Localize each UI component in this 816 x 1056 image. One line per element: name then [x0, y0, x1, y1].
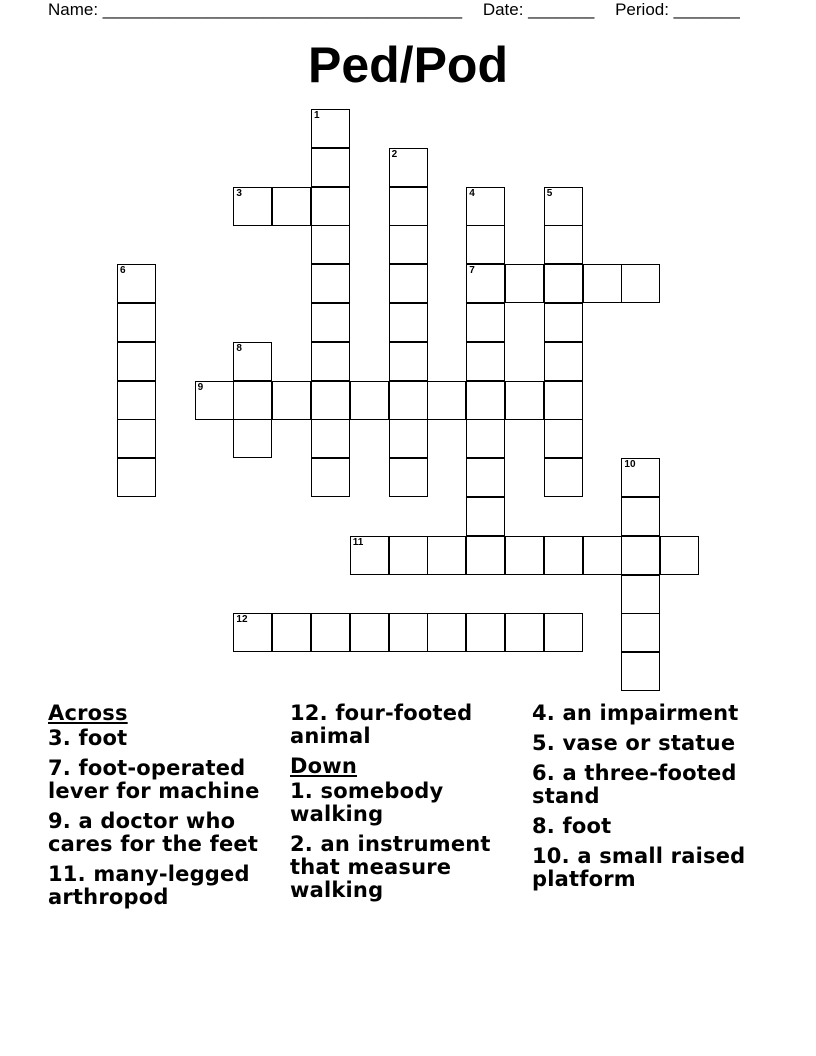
grid-cell[interactable]: [350, 536, 389, 575]
clue-number: 2: [391, 148, 398, 160]
grid-cell[interactable]: [621, 613, 660, 652]
grid-cell[interactable]: [311, 264, 350, 303]
grid-cell[interactable]: [544, 342, 583, 381]
grid-cell[interactable]: [621, 497, 660, 536]
clues-column-3: [532, 702, 792, 898]
grid-cell[interactable]: [272, 187, 311, 226]
grid-cell[interactable]: [466, 303, 505, 342]
grid-cell[interactable]: [427, 381, 466, 420]
grid-cell[interactable]: [389, 536, 428, 575]
clues-column-2: [290, 702, 520, 909]
grid-cell[interactable]: [621, 264, 660, 303]
clue-across-7: 7. foot-operated lever for machine: [48, 756, 260, 803]
clue-number: 9: [197, 381, 204, 393]
grid-cell[interactable]: [544, 225, 583, 264]
grid-cell[interactable]: [505, 264, 544, 303]
grid-cell[interactable]: [621, 458, 660, 497]
grid-cell[interactable]: [117, 264, 156, 303]
clue-number: 10: [624, 459, 636, 471]
date-field-label: Date: _______: [482, 0, 595, 19]
clue-across-11: 11. many-legged arthropod: [48, 862, 250, 909]
grid-cell[interactable]: [233, 613, 272, 652]
grid-cell[interactable]: [389, 458, 428, 497]
clue-number: 11: [352, 536, 364, 548]
clue-number: 3: [236, 187, 242, 199]
grid-cell[interactable]: [544, 419, 583, 458]
grid-cell[interactable]: [466, 613, 505, 652]
grid-cell[interactable]: [389, 381, 428, 420]
grid-cell[interactable]: [466, 497, 505, 536]
across-heading: Across: [48, 701, 128, 725]
grid-cell[interactable]: [311, 419, 350, 458]
grid-cell[interactable]: [117, 419, 156, 458]
grid-cell[interactable]: [505, 536, 544, 575]
grid-cell[interactable]: [350, 613, 389, 652]
clue-across-3: 3. foot: [48, 726, 128, 750]
grid-cell[interactable]: [544, 264, 583, 303]
clue-number: 7: [469, 265, 475, 277]
grid-cell[interactable]: [311, 187, 350, 226]
clue-down-10: 10. a small raised platform: [532, 844, 746, 891]
grid-cell[interactable]: [505, 381, 544, 420]
clue-down-1: 1. somebody walking: [290, 779, 444, 826]
grid-cell[interactable]: [621, 652, 660, 691]
grid-cell[interactable]: [389, 264, 428, 303]
grid-cell[interactable]: [583, 264, 622, 303]
grid-cell[interactable]: [117, 381, 156, 420]
grid-cell[interactable]: [466, 419, 505, 458]
grid-cell[interactable]: [233, 342, 272, 381]
clue-number: 4: [469, 187, 475, 199]
grid-cell[interactable]: [233, 381, 272, 420]
clue-down-8: 8. foot: [532, 814, 612, 838]
clue-number: 12: [236, 614, 248, 626]
grid-cell[interactable]: [466, 187, 505, 226]
grid-cell[interactable]: [117, 458, 156, 497]
clue-down-5: 5. vase or statue: [532, 731, 736, 755]
grid-cell[interactable]: [466, 225, 505, 264]
grid-cell[interactable]: [466, 458, 505, 497]
clue-number: 6: [120, 265, 126, 277]
grid-cell[interactable]: [311, 613, 350, 652]
grid-cell[interactable]: [544, 303, 583, 342]
grid-cell[interactable]: [272, 613, 311, 652]
grid-cell[interactable]: [660, 536, 699, 575]
grid-cell[interactable]: [505, 613, 544, 652]
clue-number: 8: [236, 342, 242, 354]
grid-cell[interactable]: [389, 419, 428, 458]
grid-cell[interactable]: [311, 148, 350, 187]
grid-cell[interactable]: [272, 381, 311, 420]
grid-cell[interactable]: [389, 613, 428, 652]
clues-column-1: [48, 702, 278, 916]
grid-cell[interactable]: [311, 303, 350, 342]
grid-cell[interactable]: [427, 536, 466, 575]
clue-number: 1: [314, 110, 320, 121]
period-field-label: Period: _______: [615, 0, 740, 19]
grid-cell[interactable]: [389, 187, 428, 226]
grid-cell[interactable]: [466, 381, 505, 420]
grid-cell[interactable]: [117, 303, 156, 342]
clue-across-9: 9. a doctor who cares for the feet: [48, 809, 259, 856]
grid-cell[interactable]: [389, 342, 428, 381]
clue-down-2: 2. an instrument that measure walking: [290, 832, 491, 902]
grid-cell[interactable]: [389, 148, 428, 187]
clue-down-6: 6. a three-footed stand: [532, 761, 737, 808]
clue-across-12: 12. four-footed animal: [290, 701, 473, 748]
grid-cell[interactable]: [389, 225, 428, 264]
grid-cell[interactable]: [195, 381, 234, 420]
grid-cell[interactable]: [621, 575, 660, 614]
down-heading: Down: [290, 754, 358, 778]
grid-cell[interactable]: [544, 381, 583, 420]
grid-cell[interactable]: [311, 342, 350, 381]
grid-cell[interactable]: [311, 225, 350, 264]
grid-cell[interactable]: [466, 536, 505, 575]
grid-cell[interactable]: [117, 342, 156, 381]
grid-cell[interactable]: [350, 381, 389, 420]
grid-cell[interactable]: [466, 264, 505, 303]
grid-cell[interactable]: [544, 613, 583, 652]
grid-cell[interactable]: [544, 536, 583, 575]
grid-cell[interactable]: [544, 187, 583, 226]
grid-cell[interactable]: [311, 109, 350, 148]
grid-cell[interactable]: [427, 613, 466, 652]
name-field-label: Name: ______________________________________: [48, 0, 463, 19]
grid-cell[interactable]: [544, 458, 583, 497]
grid-cell[interactable]: [466, 342, 505, 381]
grid-cell[interactable]: [389, 303, 428, 342]
grid-cell[interactable]: [233, 419, 272, 458]
grid-cell[interactable]: [583, 536, 622, 575]
page-title: Ped/Pod: [307, 37, 509, 93]
grid-cell[interactable]: [621, 536, 660, 575]
grid-cell[interactable]: [311, 381, 350, 420]
clue-down-4: 4. an impairment: [532, 701, 739, 725]
grid-cell[interactable]: [311, 458, 350, 497]
grid-cell[interactable]: [233, 187, 272, 226]
clue-number: 5: [546, 187, 553, 199]
